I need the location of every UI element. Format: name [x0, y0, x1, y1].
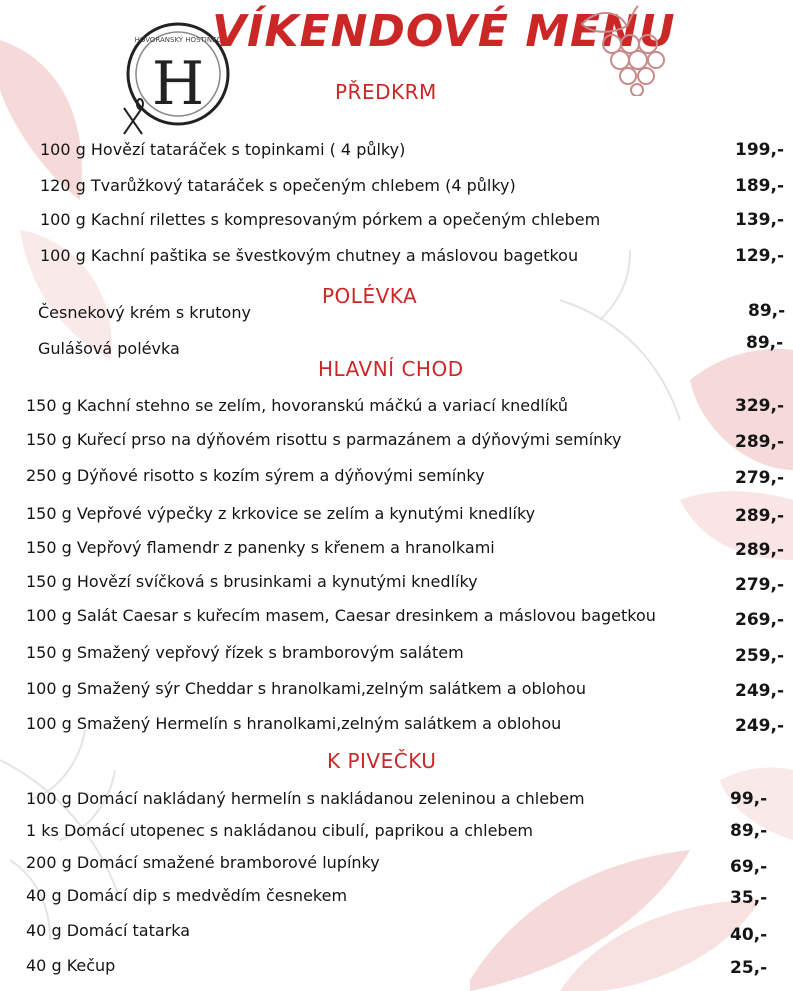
menu-item-name: 1 ks Domácí utopenec s nakládanou cibulí, paprikou a chlebem: [26, 821, 534, 840]
menu-item-price: 279,-: [735, 575, 784, 595]
menu-item-name: 100 g Smažený sýr Cheddar s hranolkami,zelným salátkem a oblohou: [26, 679, 586, 698]
menu-item-name: 40 g Domácí dip s medvědím česnekem: [26, 886, 348, 905]
menu-item-price: 40,-: [730, 925, 768, 945]
menu-item-name: 100 g Salát Caesar s kuřecím masem, Caesar dresinkem a máslovou bagetkou: [26, 606, 656, 625]
menu-item-name: 150 g Smažený vepřový řízek s bramborovým salátem: [26, 643, 464, 662]
menu-item-price: 249,-: [735, 716, 784, 736]
menu-item-price: 35,-: [730, 888, 768, 908]
menu-item-name: 40 g Kečup: [26, 956, 116, 975]
menu-item-name: 150 g Vepřové výpečky z krkovice se zelím a kynutými knedlíky: [26, 504, 536, 523]
menu-item-name: Gulášová polévka: [38, 339, 180, 358]
menu-item-price: 25,-: [730, 958, 768, 978]
menu-item-price: 279,-: [735, 468, 784, 488]
menu-item-price: 89,-: [730, 821, 768, 841]
menu-item-name: 150 g Kuřecí prso na dýňovém risottu s parmazánem a dýňovými semínky: [26, 430, 622, 449]
section-title-polevka: POLÉVKA: [322, 284, 418, 308]
menu-item-price: 289,-: [735, 540, 784, 560]
logo-monogram: H: [151, 49, 205, 119]
grapes-icon: [572, 4, 672, 96]
menu-item-name: 100 g Kachní paštika se švestkovým chutney a máslovou bagetkou: [40, 246, 579, 265]
logo-text: HOVORANSKÝ HOSTINEC: [134, 36, 222, 44]
menu-item-name: 40 g Domácí tatarka: [26, 921, 191, 940]
menu-item-price: 249,-: [735, 681, 784, 701]
menu-item-price: 199,-: [735, 140, 784, 160]
menu-item-name: Česnekový krém s krutony: [38, 303, 251, 322]
menu-item-name: 150 g Hovězí svíčková s brusinkami a kynutými knedlíky: [26, 572, 478, 591]
menu-item-name: 150 g Kachní stehno se zelím, hovoranskú máčkú a variací knedlíků: [26, 396, 569, 415]
menu-item-price: 69,-: [730, 857, 768, 877]
menu-item-name: 150 g Vepřový flamendr z panenky s křenem a hranolkami: [26, 538, 495, 557]
section-title-hlavni-chod: HLAVNÍ CHOD: [318, 357, 464, 381]
menu-item-name: 100 g Domácí nakládaný hermelín s nakládanou zeleninou a chlebem: [26, 789, 585, 808]
menu-item-name: 120 g Tvarůžkový tataráček s opečeným chlebem (4 půlky): [40, 176, 516, 195]
menu-item-price: 89,-: [746, 333, 784, 353]
menu-item-name: 100 g Smažený Hermelín s hranolkami,zelným salátkem a oblohou: [26, 714, 562, 733]
menu-item-name: 250 g Dýňové risotto s kozím sýrem a dýňovými semínky: [26, 466, 485, 485]
menu-item-price: 99,-: [730, 789, 768, 809]
menu-item-price: 329,-: [735, 396, 784, 416]
menu-item-price: 259,-: [735, 646, 784, 666]
menu-item-name: 100 g Hovězí tataráček s topinkami ( 4 půlky): [40, 140, 406, 159]
section-title-predkrm: PŘEDKRM: [335, 80, 437, 104]
menu-item-price: 129,-: [735, 246, 784, 266]
menu-item-price: 139,-: [735, 210, 784, 230]
menu-item-price: 289,-: [735, 432, 784, 452]
page-title: VÍKENDOVÉ MENU: [212, 6, 676, 57]
menu-item-name: 100 g Kachní rilettes s kompresovaným pórkem a opečeným chlebem: [40, 210, 601, 229]
menu-item-price: 289,-: [735, 506, 784, 526]
menu-item-price: 89,-: [748, 301, 786, 321]
menu-item-price: 189,-: [735, 176, 784, 196]
menu-item-name: 200 g Domácí smažené bramborové lupínky: [26, 853, 380, 872]
menu-item-price: 269,-: [735, 610, 784, 630]
section-title-k-pivecku: K PIVEČKU: [327, 749, 437, 773]
